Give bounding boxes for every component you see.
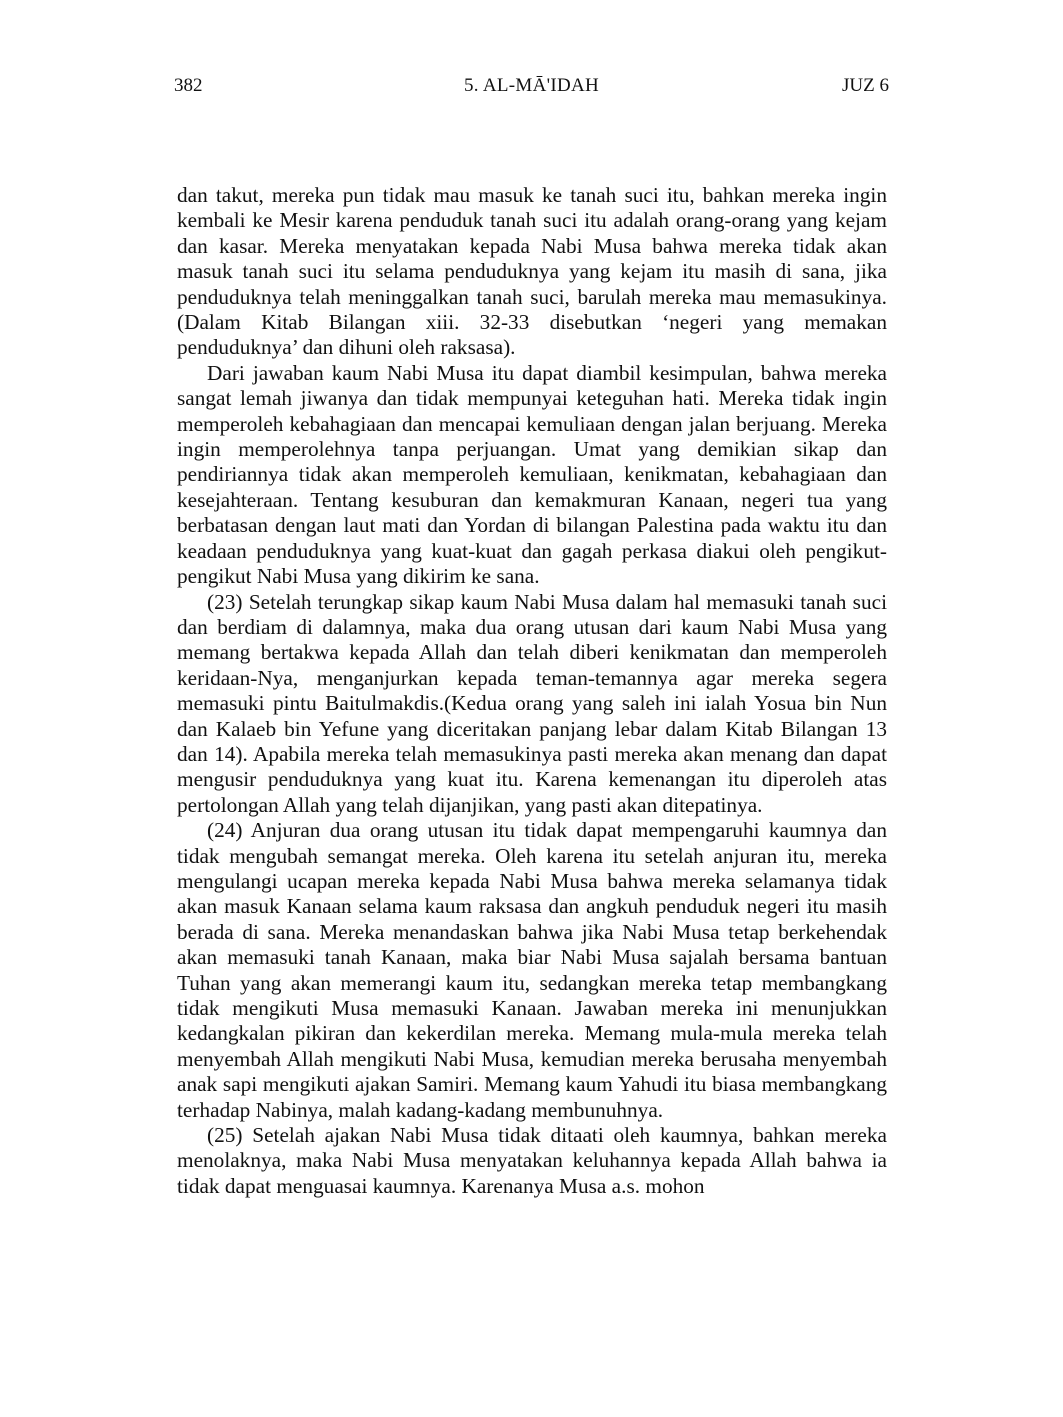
- paragraph-continuation: dan takut, mereka pun tidak mau masuk ke tanah suci itu, bahkan mereka ingin kembali ke Mesir karena penduduk tanah suci itu adalah orang-orang yang kejam dan kasar. Mereka menyatakan kepada Nabi Musa bahwa mereka tidak akan masuk tanah suci itu selama penduduknya yang kejam itu masih di sana, jika penduduknya telah meninggalkan tanah suci, barulah mereka mau memasukinya. (Dalam Kitab Bilangan xiii. 32-33 disebutkan ‘negeri yang memakan penduduknya’ dan dihuni oleh raksasa).: [177, 183, 887, 360]
- paragraph-verse-23: (23) Setelah terungkap sikap kaum Nabi Musa dalam hal memasuki tanah suci dan berdiam di dalamnya, maka dua orang utusan dari kaum Nabi Musa yang memang bertakwa kepada Allah dan telah diberi kenikmatan dan memperoleh keridaan-Nya, menganjurkan kepada teman-temannya agar mereka segera memasuki pintu Baitulmakdis.(Kedua orang yang saleh ini ialah Yosua bin Nun dan Kalaeb bin Yefune yang diceritakan panjang lebar dalam Kitab Bilangan 13 dan 14). Apabila mereka telah memasukinya pasti mereka akan menang dan dapat mengusir penduduknya yang kuat itu. Karena kemenangan itu diperoleh atas pertolongan Allah yang telah dijanjikan, yang pasti akan ditepatinya.: [177, 589, 887, 817]
- page-body: [177, 183, 887, 1199]
- paragraph-verse-24: (24) Anjuran dua orang utusan itu tidak dapat mempengaruhi kaumnya dan tidak mengubah semangat mereka. Oleh karena itu setelah anjuran itu, mereka mengulangi ucapan mereka kepada Nabi Musa bahwa mereka selamanya tidak akan masuk Kanaan selama kaum raksasa dan angkuh penduduk negeri itu masih berada di sana. Mereka menandaskan bahwa jika Nabi Musa tetap berkehendak akan memasuki tanah Kanaan, maka biar Nabi Musa sajalah bersama bantuan Tuhan yang akan memerangi kaum itu, sedangkan mereka tetap membangkang tidak mengikuti Musa memasuki Kanaan. Jawaban mereka ini menunjukkan kedangkalan pikiran dan kekerdilan mereka. Memang mula-mula mereka telah menyembah Allah mengikuti Nabi Musa, kemudian mereka berusaha menyembah anak sapi mengikuti ajakan Samiri. Memang kaum Yahudi itu biasa membangkang terhadap Nabinya, malah kadang-kadang membunuhnya.: [177, 818, 887, 1122]
- surah-title: 5. AL-MĀ'IDAH: [463, 75, 600, 96]
- paragraph-verse-25: (25) Setelah ajakan Nabi Musa tidak ditaati oleh kaumnya, bahkan mereka menolaknya, maka Nabi Musa menyatakan keluhannya kepada Allah bahwa ia tidak dapat menguasai kaumnya. Karenanya Musa a.s. mohon: [177, 1123, 887, 1198]
- juz-label: JUZ 6: [842, 75, 889, 96]
- page-number: 382: [174, 75, 203, 96]
- paragraph-conclusion: Dari jawaban kaum Nabi Musa itu dapat diambil kesimpulan, bahwa mereka sangat lemah jiwanya dan tidak mempunyai keteguhan hati. Mereka tidak ingin memperoleh kebahagiaan dan mencapai kemuliaan dengan jalan berjuang. Mereka ingin memperolehnya tanpa perjuangan. Umat yang demikian sikap dan pendiriannya tidak akan memperoleh kemuliaan, kenikmatan, kebahagiaan dan kesejahteraan. Tentang kesuburan dan kemakmuran Kanaan, negeri tua yang berbatasan dengan laut mati dan Yordan di bilangan Palestina pada waktu itu dan keadaan penduduknya yang kuat-kuat dan gagah perkasa diakui oleh pengikut-pengikut Nabi Musa yang dikirim ke sana.: [177, 360, 887, 589]
- page-header: [174, 72, 889, 100]
